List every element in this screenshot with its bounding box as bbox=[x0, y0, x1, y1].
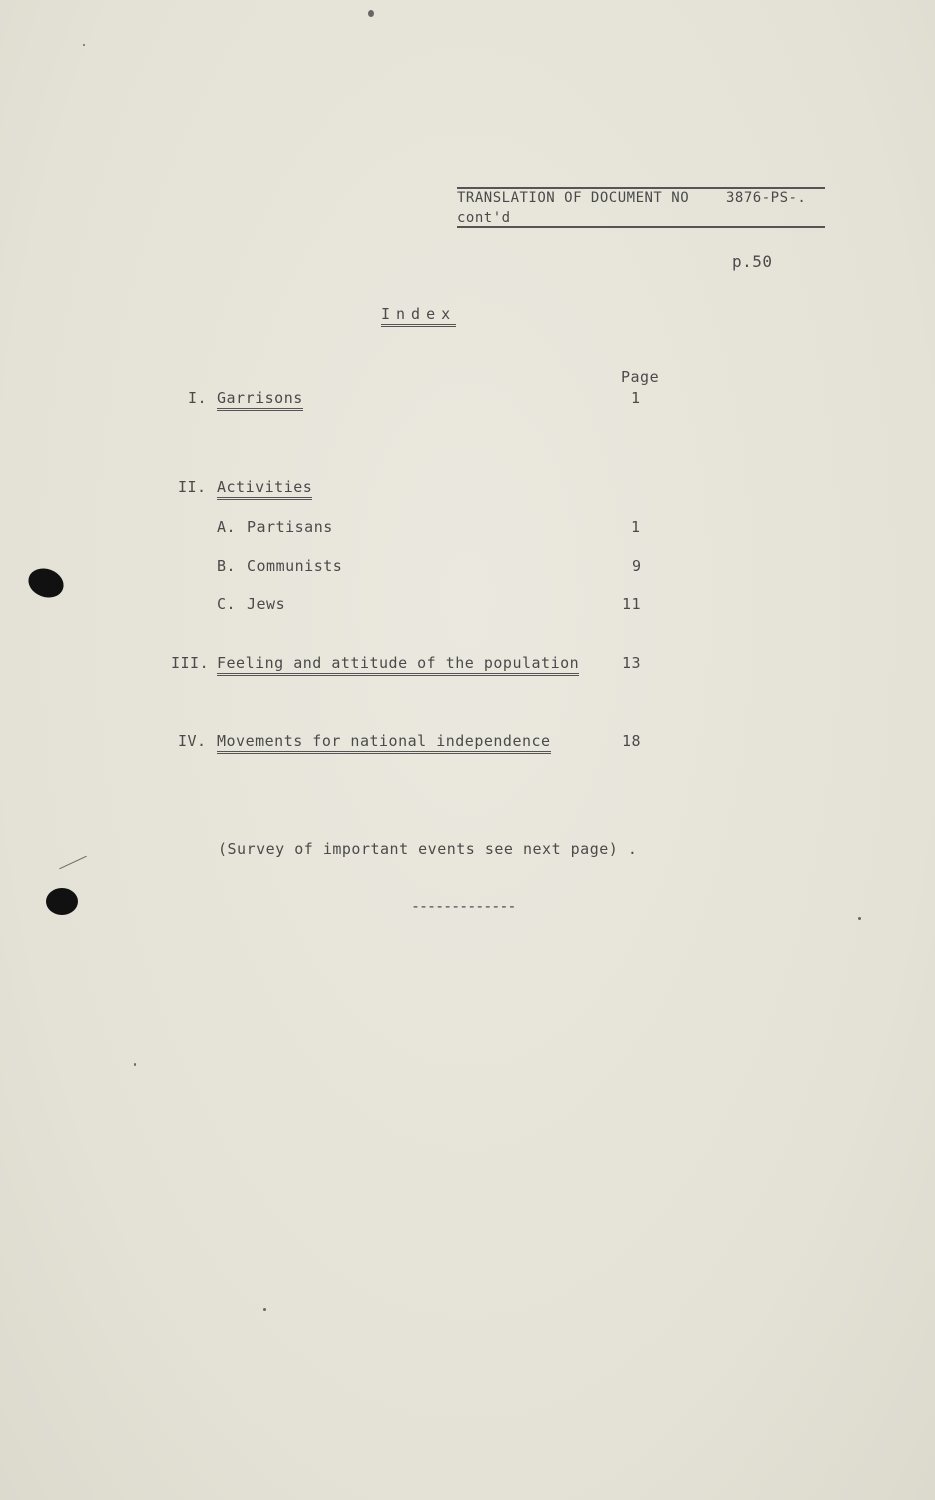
entry-page-feeling: 13 bbox=[622, 654, 642, 672]
speck bbox=[134, 1063, 136, 1066]
entry-num-3: III. bbox=[171, 654, 210, 672]
entry-num-b: B. bbox=[217, 557, 237, 575]
entry-page-communists: 9 bbox=[632, 557, 642, 575]
entry-label-jews: Jews bbox=[247, 595, 286, 613]
entry-page-garrisons: 1 bbox=[631, 389, 641, 407]
entry-num-a: A. bbox=[217, 518, 237, 536]
document-number: 3876-PS-. bbox=[726, 190, 807, 206]
entry-label-movements: Movements for national independence bbox=[217, 732, 551, 754]
index-title: Index bbox=[381, 305, 456, 327]
entry-label-feeling: Feeling and attitude of the population bbox=[217, 654, 579, 676]
entry-num-c: C. bbox=[217, 595, 237, 613]
entry-page-partisans: 1 bbox=[631, 518, 641, 536]
speck bbox=[368, 10, 374, 17]
entry-label-communists: Communists bbox=[247, 557, 343, 575]
page-number: p.50 bbox=[732, 252, 773, 271]
header-top-rule bbox=[457, 187, 825, 189]
entry-label-garrisons: Garrisons bbox=[217, 389, 303, 411]
header-contd: cont'd bbox=[457, 210, 511, 226]
speck bbox=[858, 917, 861, 920]
speck bbox=[83, 44, 85, 46]
punch-hole-blot-lower bbox=[46, 888, 78, 915]
survey-note: (Survey of important events see next page) . bbox=[218, 840, 638, 858]
end-rule: ------------- bbox=[411, 897, 516, 915]
entry-page-jews: 11 bbox=[622, 595, 642, 613]
speck bbox=[263, 1308, 266, 1311]
entry-label-activities: Activities bbox=[217, 478, 312, 500]
header-bottom-rule bbox=[457, 226, 825, 228]
punch-hole-blot-upper bbox=[24, 564, 67, 603]
entry-page-movements: 18 bbox=[622, 732, 642, 750]
entry-label-partisans: Partisans bbox=[247, 518, 333, 536]
entry-num-1: I. bbox=[188, 389, 208, 407]
page-column-label: Page bbox=[621, 368, 660, 386]
header-title: TRANSLATION OF DOCUMENT NO bbox=[457, 190, 690, 206]
entry-num-2: II. bbox=[178, 478, 207, 496]
entry-num-4: IV. bbox=[178, 732, 207, 750]
pencil-mark bbox=[59, 856, 87, 870]
